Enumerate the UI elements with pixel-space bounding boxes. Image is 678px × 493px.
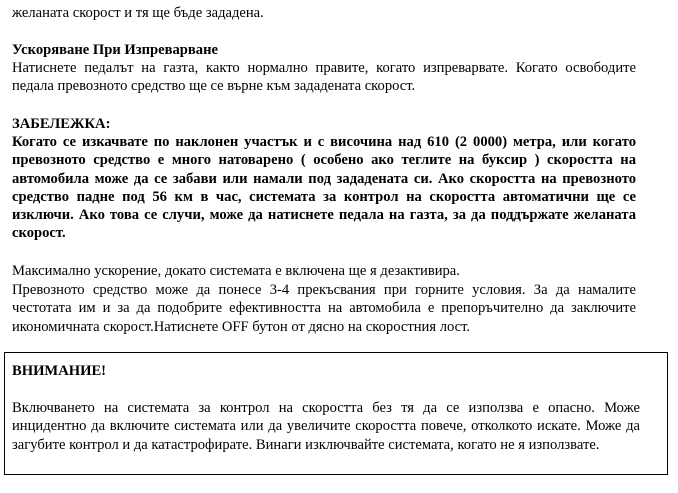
info-line-1: Максимално ускорение, докато системата е включена ще я дезактивира. bbox=[12, 263, 460, 279]
acceleration-heading: Ускоряване При Изпреварване bbox=[12, 42, 218, 58]
warning-box bbox=[4, 352, 668, 475]
warning-body: Включването на системата за контрол на скоростта без тя да се използва е опасно. Може инцидентно да включите системата или да увеличите скоростта повече, отколкото искате. Може да загубите контрол и да катастрофирате. Винаги изключвайте системата, когато не я използвате. bbox=[12, 400, 640, 453]
warning-heading: ВНИМАНИЕ! bbox=[12, 363, 107, 379]
info-line-2: Превозното средство може да понесе 3-4 прекъсвания при горните условия. За да намалите честотата им и за да подобрите ефективността на автомобила е препоръчително да заключите икономичната скорост.Натиснете OFF бутон от дясно на скоростния лост. bbox=[12, 282, 636, 335]
note-body: Когато се изкачвате по наклонен участък и с височина над 610 (2 0000) метра, или когато превозното средство е много натоварено ( особено ако теглите на буксир ) скоростта на автомобила може да се забави или намали под зададената си. Ако скоростта на превозното средство падне под 56 км в час, системата за контрол на скоростта автоматични ще се изключи. Ако това се случи, може да натиснете педала на газта, за да поддържате желаната скорост. bbox=[12, 134, 636, 242]
acceleration-body: Натиснете педалът на газта, както нормално правите, когато изпреварвате. Когато освободите педала превозното средство ще се върне към зададената скорост. bbox=[12, 60, 636, 95]
intro-tail-line: желаната скорост и тя ще бъде зададена. bbox=[12, 5, 264, 21]
note-heading: ЗАБЕЛЕЖКА: bbox=[12, 116, 111, 132]
